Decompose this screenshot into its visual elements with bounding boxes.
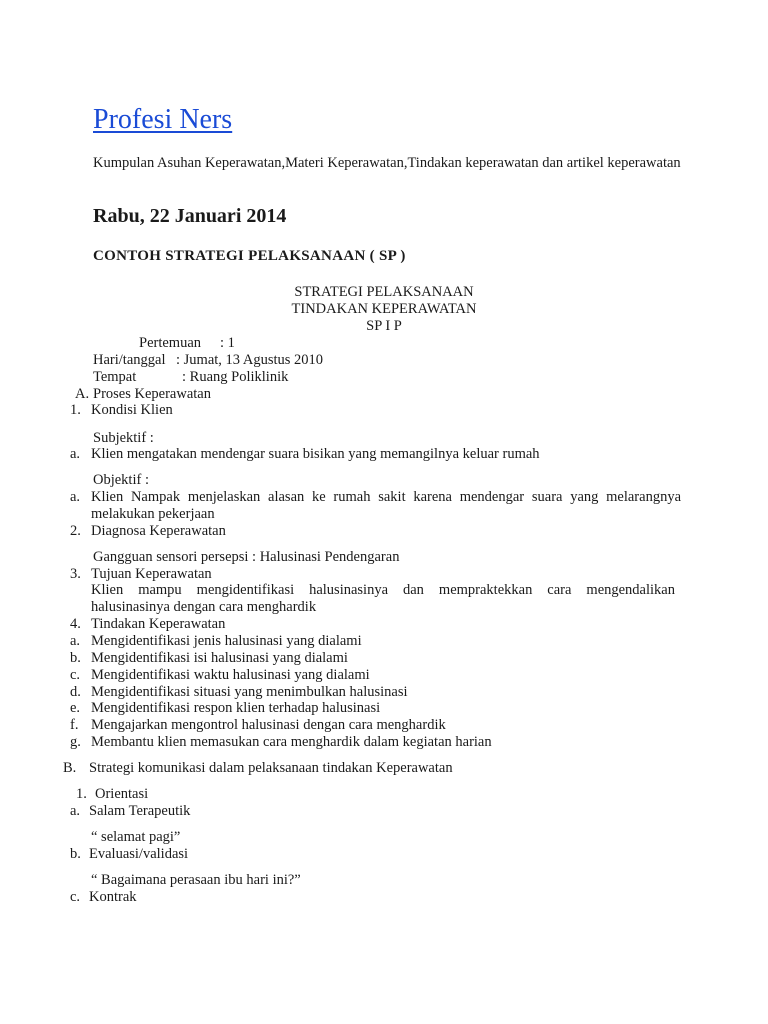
objektif-label: Objektif : <box>93 472 149 488</box>
objektif-a-text: Klien Nampak menjelaskan alasan ke rumah sakit karena mendengar suara yang melarangnya melakukan pekerjaan <box>91 489 681 522</box>
item-1-title: Kondisi Klien <box>91 402 173 418</box>
subjektif-a-marker: a. <box>70 446 81 462</box>
tindakan-g-text: Membantu klien memasukan cara menghardik dalam kegiatan harian <box>91 734 492 750</box>
item-3-marker: 3. <box>70 566 81 582</box>
tindakan-b-marker: b. <box>70 650 81 666</box>
orientasi-title: Orientasi <box>95 786 149 802</box>
tindakan-e-text: Mengidentifikasi respon klien terhadap halusinasi <box>91 700 381 716</box>
tindakan-d-text: Mengidentifikasi situasi yang menimbulkan halusinasi <box>91 684 408 700</box>
doc-heading-line-1: STRATEGI PELAKSANAAN <box>294 284 474 300</box>
meta-label-hari: Hari/tanggal <box>93 352 166 368</box>
tindakan-e-marker: e. <box>70 700 81 716</box>
blog-title-link[interactable]: Profesi Ners <box>93 104 233 135</box>
item-4-marker: 4. <box>70 616 81 632</box>
objektif-a-marker: a. <box>70 489 81 505</box>
salam-title: Salam Terapeutik <box>89 803 191 819</box>
subjektif-label: Subjektif : <box>93 430 154 446</box>
tindakan-c-marker: c. <box>70 667 81 683</box>
evaluasi-title: Evaluasi/validasi <box>89 846 189 862</box>
kontrak-marker: c. <box>70 889 81 905</box>
meta-label-tempat: Tempat <box>93 369 137 385</box>
salam-marker: a. <box>70 803 81 819</box>
tindakan-a-text: Mengidentifikasi jenis halusinasi yang dialami <box>91 633 362 649</box>
tindakan-b-text: Mengidentifikasi isi halusinasi yang dialami <box>91 650 348 666</box>
tindakan-d-marker: d. <box>70 684 81 700</box>
blog-description: Kumpulan Asuhan Keperawatan,Materi Keperawatan,Tindakan keperawatan dan artikel keperawatan <box>93 155 681 171</box>
item-1-marker: 1. <box>70 402 81 418</box>
kontrak-title: Kontrak <box>89 889 137 905</box>
diagnosa-text: Gangguan sensori persepsi : Halusinasi Pendengaran <box>93 549 400 565</box>
tujuan-text: Klien mampu mengidentifikasi halusinasinya dan mempraktekkan cara mengendalikan halusinasinya dengan cara menghardik <box>91 582 675 615</box>
tindakan-f-text: Mengajarkan mengontrol halusinasi dengan cara menghardik <box>91 717 446 733</box>
tindakan-f-marker: f. <box>70 717 79 733</box>
tindakan-g-marker: g. <box>70 734 81 750</box>
item-2-marker: 2. <box>70 523 81 539</box>
meta-value-tempat: : Ruang Poliklinik <box>182 369 289 385</box>
post-title: CONTOH STRATEGI PELAKSANAAN ( SP ) <box>93 248 406 264</box>
section-a-title: Proses Keperawatan <box>93 386 211 402</box>
meta-label-pertemuan: Pertemuan <box>139 335 202 351</box>
section-b-title: Strategi komunikasi dalam pelaksanaan tindakan Keperawatan <box>89 760 453 776</box>
section-a-marker: A. <box>75 386 90 402</box>
subjektif-a-text: Klien mengatakan mendengar suara bisikan yang memangilnya keluar rumah <box>91 446 540 462</box>
tindakan-c-text: Mengidentifikasi waktu halusinasi yang dialami <box>91 667 370 683</box>
post-date: Rabu, 22 Januari 2014 <box>93 205 287 227</box>
item-3-title: Tujuan Keperawatan <box>91 566 212 582</box>
salam-quote: “ selamat pagi” <box>91 829 181 845</box>
section-b-marker: B. <box>63 760 77 776</box>
doc-heading-line-3: SP I P <box>366 318 402 334</box>
doc-heading-line-2: TINDAKAN KEPERAWATAN <box>291 301 477 317</box>
orientasi-marker: 1. <box>76 786 87 802</box>
tindakan-a-marker: a. <box>70 633 81 649</box>
meta-value-pertemuan: : 1 <box>220 335 235 351</box>
item-2-title: Diagnosa Keperawatan <box>91 523 226 539</box>
evaluasi-marker: b. <box>70 846 81 862</box>
meta-value-hari: : Jumat, 13 Agustus 2010 <box>176 352 324 368</box>
item-4-title: Tindakan Keperawatan <box>91 616 226 632</box>
evaluasi-quote: “ Bagaimana perasaan ibu hari ini?” <box>91 872 301 888</box>
